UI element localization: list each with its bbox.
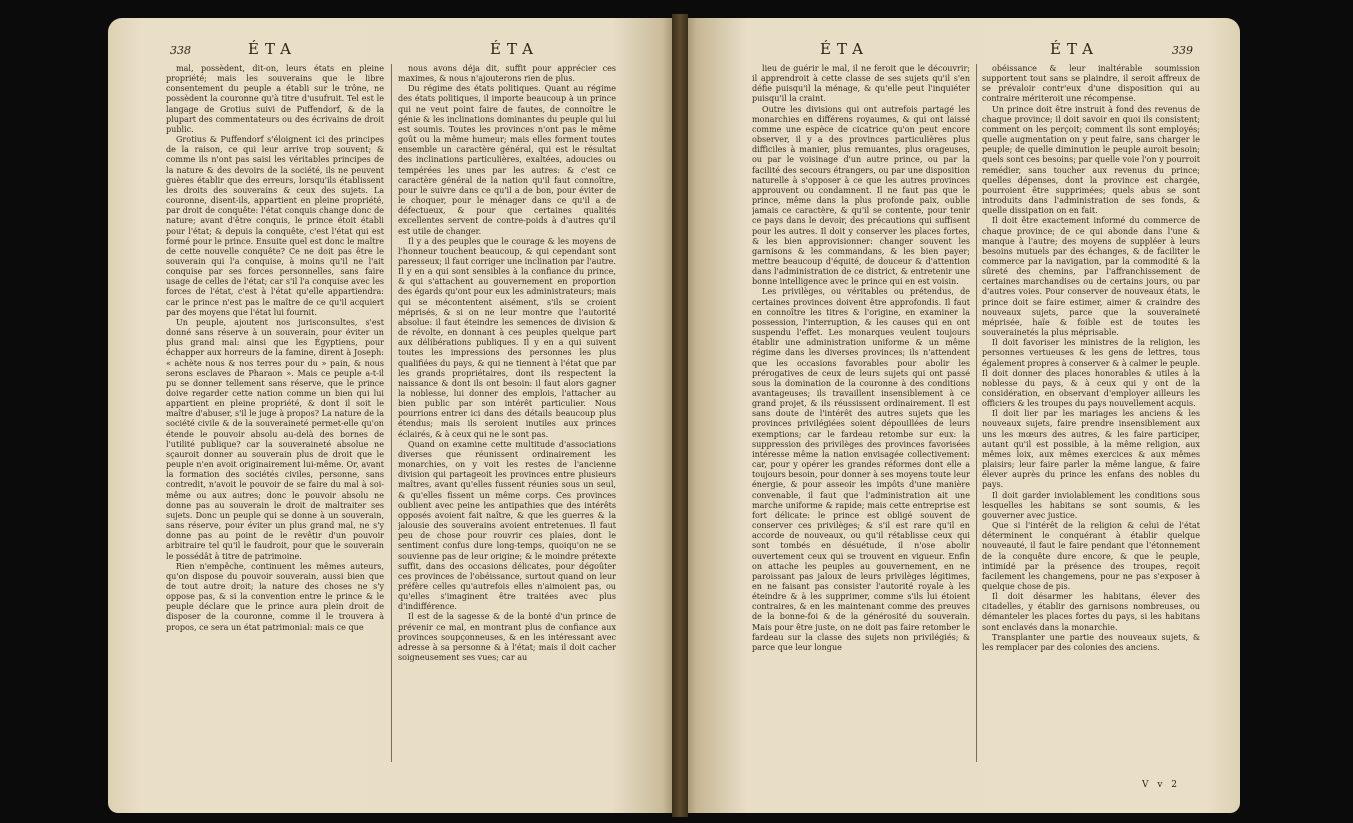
paragraph: Un peuple, ajoutent nos jurisconsultes, s'est donné sans réserve à un souverain, pour éviter un plus grand mal: ainsi que les Égyptiens, pour échapper aux horreurs de la famine, dirent à Joseph: « achète nous & nos terres pour du » pain, & nous serons esclaves de Pharaon ». Mais ce peuple a-t-il pu se donner tellement sans réserve, que le prince doive regarder cette nation comme un bien qui lui appartient en pleine propriété, & dont il soit le maître d'abuser, s'il le juge à propos? La nature de la société civile & de la souveraineté permet-elle qu'on étende le pouvoir absolu au-delà des bornes de l'utilité publique? car la souveraineté absolue ne sçauroit donner au souverain plus de droit que le peuple n'en avoit originairement lui-même. Or, avant la formation des sociétés civiles, personne, sans contredit, n'avoit le pouvoir de se faire du mal à soi-même ou aux autres; donc le pouvoir absolu ne donne pas au souverain le droit de maltraiter ses sujets. Donc un peuple qui se donne à un souverain, sans réserve, pour éviter un plus grand mal, ne s'y donne pas au point de le revêtir d'un pouvoir arbitraire tel qu'il le faudroit, pour que le souverain le possédât à titre de patrimoine. bbox=[166, 317, 384, 561]
paragraph: Rien n'empêche, continuent les mêmes auteurs, qu'on dispose du pouvoir souverain, aussi bien que de tout autre droit; la nature des choses ne s'y oppose pas, & si la convention entre le prince & le peuple déclare que le prince aura plein droit de disposer de la couronne, comme il le trouvera à propos, ce sera un état patrimonial: mais ce que bbox=[166, 561, 384, 632]
paragraph: Il doit désarmer les habitans, élever des citadelles, y établir des garnisons nombreuses, ou démanteler les places fortes du pays, si les habitans sont enclavés dans la monarchie. bbox=[982, 592, 1200, 632]
right-column-1 bbox=[752, 64, 970, 764]
paragraph: Il doit favoriser les ministres de la religion, les personnes vertueuses & les gens de lettres, tous également propres à conserver & à calmer le peuple. Il doit donner des places honorables & utiles à la noblesse du pays, & à ceux qui y ont de la considération, en observant d'employer ailleurs les officiers & les troupes du pays nouvellement acquis. bbox=[982, 338, 1200, 409]
signature-mark: V v 2 bbox=[1142, 780, 1181, 790]
right-page-number: 339 bbox=[1172, 44, 1193, 57]
paragraph: Il doit être exactement informé du commerce de chaque province; de ce qui abonde dans l'une & manque à l'autre; des moyens de suppléer à leurs besoins mutuels par des échanges, & de faciliter le commerce par la navigation, par la commodité & la sûreté des chemins, par l'affranchissement de certaines marchandises ou de certains jours, ou par d'autres voies. Pour conserver de nouveaux états, le prince doit se faire estimer, aimer & craindre des nouveaux sujets, parce que la souveraineté méprisée, haïe & foible est de toutes les souverainetés la plus méprisable. bbox=[982, 216, 1200, 338]
paragraph: Que si l'intérêt de la religion & celui de l'état déterminent le conquérant à établir quelque nouveauté, il faut le faire pendant que l'étonnement de la conquête dure encore, & que le peuple, intimidé par la présence des troupes, reçoit facilement les changemens, pour ne pas s'exposer à quelque chose de pis. bbox=[982, 521, 1200, 591]
left-running-head-center: ÉTA bbox=[490, 40, 539, 58]
book-gutter bbox=[672, 14, 688, 817]
paragraph: Il y a des peuples que le courage & les moyens de l'honneur touchent beaucoup, & qui cependant sont paresseux; il faut corriger une inclination par l'autre. Il y en a qui sont sensibles à la confiance du prince, & qui s'attachent au gouvernement en proportion des égards qu'ont pour eux les administrateurs; mais qui se mécontentent aisément, s'ils se croient méprisés, & si on ne leur montre que l'autorité absolue: il faut éteindre les semences de division & de révolte, en donnant à ces peuples quelque part aux délibérations publiques. Il y en a qui suivent toutes les impressions des personnes les plus qualifiées du pays, & qui ne tiennent à l'état que par les grands propriétaires, dont ils respectent la naissance & dont ils ont besoin: il faut alors gagner la noblesse, lui donner des emplois, l'attacher au bien public par son intérêt particulier. Nous pourrions entrer ici dans des détails beaucoup plus étendus; mais ils seroient inutiles aux princes éclairés, & à ceux qui ne le sont pas. bbox=[398, 236, 616, 439]
column-rule bbox=[976, 64, 977, 762]
column-rule bbox=[391, 64, 392, 762]
paragraph: mal, possèdent, dit-on, leurs états en pleine propriété; mais les souverains que le libre consentement du peuple a établi sur le trône, ne possèdent la couronne qu'à titre d'usufruit. Tel est le langage de Grotius suivi de Puffendorf, & de la plupart des commentateurs ou des écrivains de droit public. bbox=[166, 64, 384, 134]
paragraph: Outre les divisions qui ont autrefois partagé les monarchies en différens royaumes, & qui ont laissé comme une espèce de cicatrice qu'on peut encore observer, il y a des provinces particulières plus difficiles à manier, plus remuantes, plus orageuses, ou par le voisinage d'un autre prince, ou par la facilité des secours étrangers, ou par une disposition naturelle à s'opposer à ce que les autres provinces approuvent ou condamnent. Il ne faut pas que le prince, même dans la plus profonde paix, oublie jamais ce caractère, & qu'il se contente, pour tenir ce pays dans le devoir, des précautions qui suffisent pour les autres. Il doit y conserver les places fortes, & les bien approvisionner: changer souvent les garnisons & les commandans, & les bien payer; mettre beaucoup d'équité, de douceur & d'attention dans l'administration de ce district, & entretenir une bonne intelligence avec le prince qui en est voisin. bbox=[752, 104, 970, 287]
paragraph: Transplanter une partie des nouveaux sujets, & les remplacer par des colonies des anciens. bbox=[982, 632, 1200, 652]
paragraph: Les privilèges, ou véritables ou prétendus, de certaines provinces doivent être approfondis. Il faut en connoître les titres & l'origine, en examiner la possession, l'interruption, & les causes qui en ont suspendu l'effet. Les monarques veulent toujours établir une administration uniforme & un même régime dans les diverses provinces; ils n'attendent que les occasions favorables pour abolir les prérogatives de ceux de leurs sujets qui ont passé sous la domination de la couronne à des conditions avantageuses; ils travaillent insensiblement à ce grand projet, & ils réussissent ordinairement. Il est sans doute de l'intérêt des autres sujets que les provinces privilégiées soient dépouillées de leurs exemptions; car le fardeau retombe sur eux: la suppression des privilèges des provinces favorisées intéresse même la nation envisagée collectivement: car, pour y opérer les grandes réformes dont elle a toujours besoin, pour donner à ses moyens toute leur énergie, & pour asseoir les impôts d'une manière convenable, il faut que l'administration ait une marche uniforme & rapide; mais cette entreprise est fort délicate: le prince est obligé souvent de conserver ces privilèges; & s'il est rare qu'il en accorde de nouveaux, ou qu'il rétablisse ceux qui sont tombés en désuétude, il n'ose abolir ouvertement ceux qui se trouvent en vigueur. Enfin on attache les peuples au gouvernement, en ne paroissant pas jaloux de leurs privilèges légitimes, en ne faisant pas consister l'autorité royale à les éteindre & à les supprimer, comme s'ils lui étoient contraires, & en les maintenant comme des preuves de la bonne-foi & de la générosité du souverain. Mais pour être juste, on ne doit pas faire retomber le fardeau sur la classe des sujets non privilégiés; & parce que leur longue bbox=[752, 287, 970, 652]
paragraph: Il est de la sagesse & de la bonté d'un prince de prévenir ce mal, en montrant plus de confiance aux provinces soupçonneuses, & en les intéressant avec adresse à sa personne & à l'état; mais il doit cacher soigneusement ses vues; car au bbox=[398, 612, 616, 663]
paragraph: Il doit garder inviolablement les conditions sous lesquelles les habitans se sont soumis, & les gouverner avec justice. bbox=[982, 490, 1200, 520]
left-running-head: ÉTA bbox=[248, 40, 297, 58]
paragraph: nous avons déja dit, suffit pour apprécier ces maximes, & nous n'ajouterons rien de plus. bbox=[398, 64, 616, 84]
paragraph: Il doit lier par les mariages les anciens & les nouveaux sujets, faire prendre insensiblement aux uns les mœurs des autres, & les faire participer, autant qu'il est possible, à la même religion, aux mêmes loix, aux mêmes exercices & aux mêmes plaisirs; leur faire parler la même langue, & faire élever auprès du prince les enfans des nobles du pays. bbox=[982, 409, 1200, 490]
paragraph: Du régime des états politiques. Quant au régime des états politiques, il importe beaucoup à un prince qui ne veut point faire de fautes, de connoître le génie & les inclinations dominantes du peuple qui lui est soumis. Toutes les provinces n'ont pas le même goût ou la même humeur; mais elles forment toutes ensemble un caractère général, qui est le résultat des inclinations particulières, exaltées, adoucies ou tempérées les unes par les autres: & c'est ce caractère général de la nation qu'il faut connoître, pour le suivre dans ce qu'il a de bon, pour éviter de le choquer, pour le ménager dans ce qu'il a de défectueux, & pour que certaines qualités excellentes servent de contre-poids à d'autres qu'il est utile de changer. bbox=[398, 84, 616, 236]
paragraph: Un prince doit être instruit à fond des revenus de chaque province; il doit savoir en quoi ils consistent; comment on les perçoit; comment ils sont employés; quelle augmentation on y peut faire, sans charger le peuple; de quelle diminution le peuple auroit besoin; quels sont ces besoins; par quelle voie l'on y pourroit remédier, sans toucher aux revenus du prince; quelles dépenses, dont la province est chargée, pourroient être supprimées; quels abus se sont introduits dans l'administration de ses fonds, & quelle dissipation on en fait. bbox=[982, 104, 1200, 216]
paragraph: Quand on examine cette multitude d'associations diverses que réunissent ordinairement les monarchies, on y voit les restes de l'ancienne division qui partageoit les provinces entre plusieurs maîtres, avant qu'elles fussent réunies sous un seul, & qu'elles fissent un même corps. Ces provinces oublient avec peine les antipathies que des intérêts opposés avoient fait naître, & que les guerres & la jalousie des souverains avoient entretenues. Il faut peu de chose pour rouvrir ces plaies, dont le sentiment confus dure long-temps, quoiqu'on ne se souvienne pas de leur origine; & le moindre prétexte suffit, dans des occasions délicates, pour dégoûter ces provinces de l'obéissance, surtout quand on leur préfère celles qu'autrefois elles n'aimoient pas, ou qu'elles s'imaginent être traitées avec plus d'indifférence. bbox=[398, 439, 616, 612]
paragraph: Grotius & Puffendorf s'éloignent ici des principes de la raison, ce qui leur arrive trop souvent; & comme ils n'ont pas saisi les véritables principes de la nature & des devoirs de la société, ils ne peuvent guères établir que des erreurs, lorsqu'ils établissent les droits des souverains & ceux des sujets. La couronne, disent-ils, appartient en pleine propriété, par droit de conquête: l'état conquis change donc de nature; avant d'être conquis, le prince étoit établi pour l'état; & depuis la conquête, c'est l'état qui est formé pour le prince. Ensuite quel est donc le maître de cette nouvelle conquête? Ce ne doit pas être le souverain qui l'a conquise, à moins qu'il ne l'ait conquise par ses forces personnelles, sans faire usage de celles de l'état; car s'il l'a conquise avec les forces de l'état, c'est à l'état qu'elle appartiendra: car le prince n'est pas le maître de ce qu'il acquiert par des moyens que l'état lui fournit. bbox=[166, 135, 384, 317]
paragraph: obéissance & leur inaltérable soumission supportent tout sans se plaindre, il seroit affreux de se prévaloir contr'eux d'une disposition qui au contraire mériteroit une récompense. bbox=[982, 64, 1200, 104]
right-column-2 bbox=[982, 64, 1200, 764]
left-column-2 bbox=[398, 64, 616, 764]
right-running-head: ÉTA bbox=[1050, 40, 1099, 58]
right-running-head-center: ÉTA bbox=[820, 40, 869, 58]
paragraph: lieu de guérir le mal, il ne feroit que le découvrir; il apprendroit à cette classe de ses sujets qu'il s'en défie puisqu'il la ménage, & qu'elle peut l'inquiéter puisqu'il la craint. bbox=[752, 64, 970, 104]
left-page-number: 338 bbox=[170, 44, 191, 57]
left-column-1 bbox=[166, 64, 384, 764]
